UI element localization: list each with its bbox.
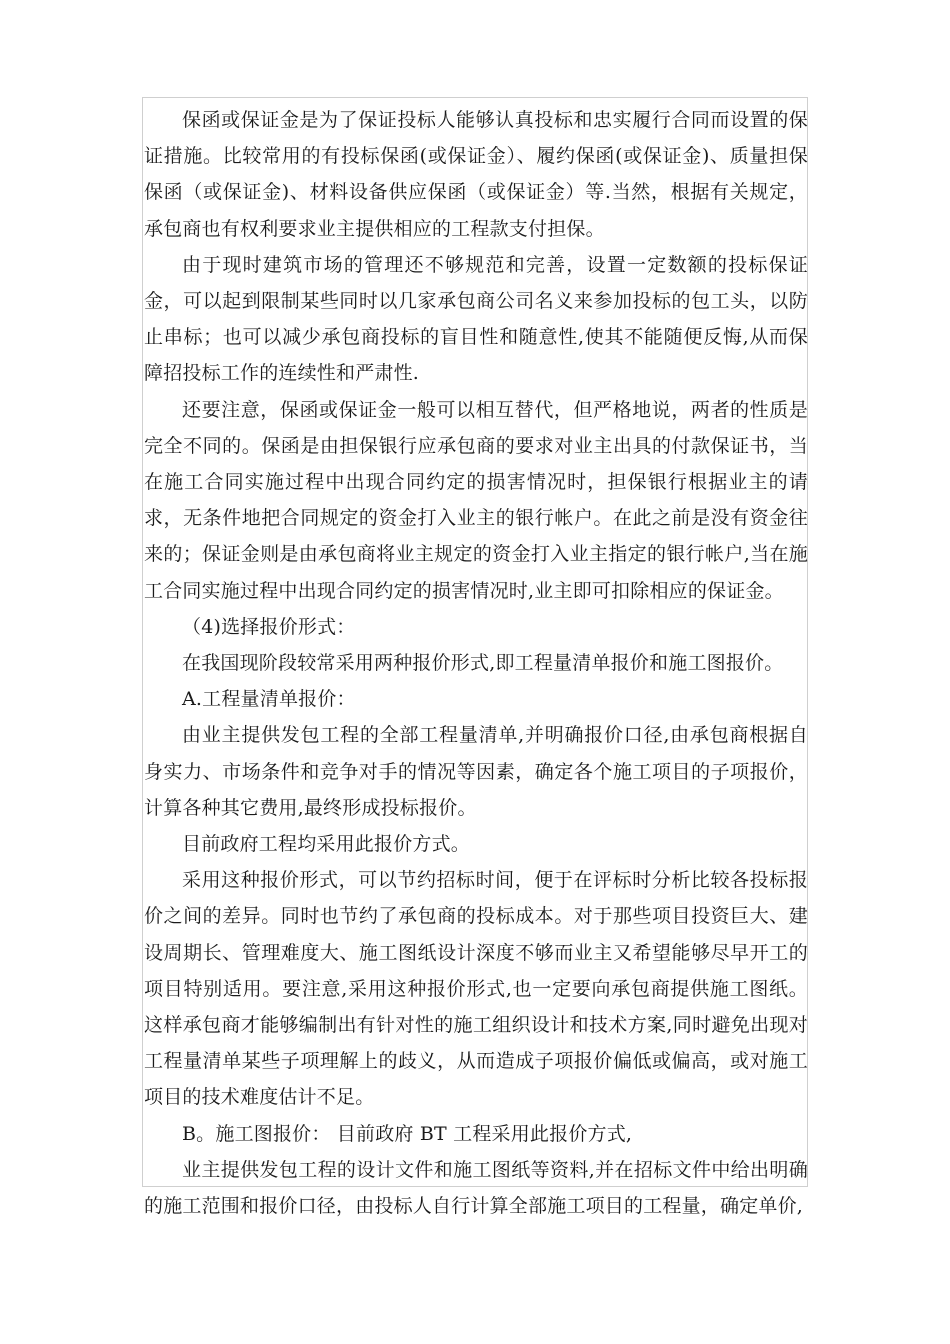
paragraph-guarantee-definition: 保函或保证金是为了保证投标人能够认真投标和忠实履行合同而设置的保证措施。比较常用的有投标保函(或保证金）、履约保函(或保证金)、质量担保保函（或保证金)、材料设备供应保函（或保证金）等.当然，根据有关规定，承包商也有权利要求业主提供相应的工程款支付担保。 — [144, 109, 808, 240]
heading-drawing-quotation: B。施工图报价： 目前政府 BT 工程采用此报价方式, — [182, 1122, 633, 1145]
paragraph-bill-advantages: 采用这种报价形式，可以节约招标时间，便于在评标时分析比较各投标报价之间的差异。同时也节约了承包商的投标成本。对于那些项目投资巨大、建设周期长、管理难度大、施工图纸设计深度不够而业主又希望能够尽早开工的项目特别适用。要注意,采用这种报价形式,也一定要向承包商提供施工图纸。这样承包商才能够编制出有针对性的施工组织设计和技术方案,同时避免出现对工程量清单某些子项理解上的歧义，从而造成子项报价偏低或偏高，或对施工项目的技术难度估计不足。 — [144, 869, 808, 1109]
paragraph-guarantee-vs-deposit: 还要注意，保函或保证金一般可以相互替代，但严格地说，两者的性质是完全不同的。保函是由担保银行应承包商的要求对业主出具的付款保证书，当在施工合同实施过程中出现合同约定的损害情况时，担保银行根据业主的请求，无条件地把合同规定的资金打入业主的银行帐户。在此之前是没有资金往来的；保证金则是由承包商将业主规定的资金打入业主指定的银行帐户,当在施工合同实施过程中出现合同约定的损害情况时,业主即可扣除相应的保证金。 — [144, 398, 808, 602]
paragraph-bid-bond-purpose: 由于现时建筑市场的管理还不够规范和完善，设置一定数额的投标保证金，可以起到限制某些同时以几家承包商公司名义来参加投标的包工头，以防止串标；也可以减少承包商投标的盲目性和随意性,使其不能随便反悔,从而保障招投标工作的连续性和严肃性. — [144, 253, 808, 385]
paragraph-government-projects: 目前政府工程均采用此报价方式。 — [182, 833, 471, 856]
page-frame — [142, 97, 808, 1218]
paragraph-two-quotation-forms: 在我国现阶段较常采用两种报价形式,即工程量清单报价和施工图报价。 — [182, 652, 784, 675]
heading-bill-of-quantities: A.工程量清单报价： — [182, 688, 356, 711]
paragraph-drawing-quotation: 业主提供发包工程的设计文件和施工图纸等资料,并在招标文件中给出明确的施工范围和报价口径，由投标人自行计算全部施工项目的工程量，确定单价, — [144, 1158, 808, 1218]
heading-select-quotation-form: （4)选择报价形式： — [182, 615, 356, 638]
document-body — [144, 102, 808, 1224]
paragraph-bill-of-quantities: 由业主提供发包工程的全部工程量清单,并明确报价口径,由承包商根据自身实力、市场条件和竞争对手的情况等因素，确定各个施工项目的子项报价，计算各种其它费用,最终形成投标报价。 — [144, 724, 808, 819]
